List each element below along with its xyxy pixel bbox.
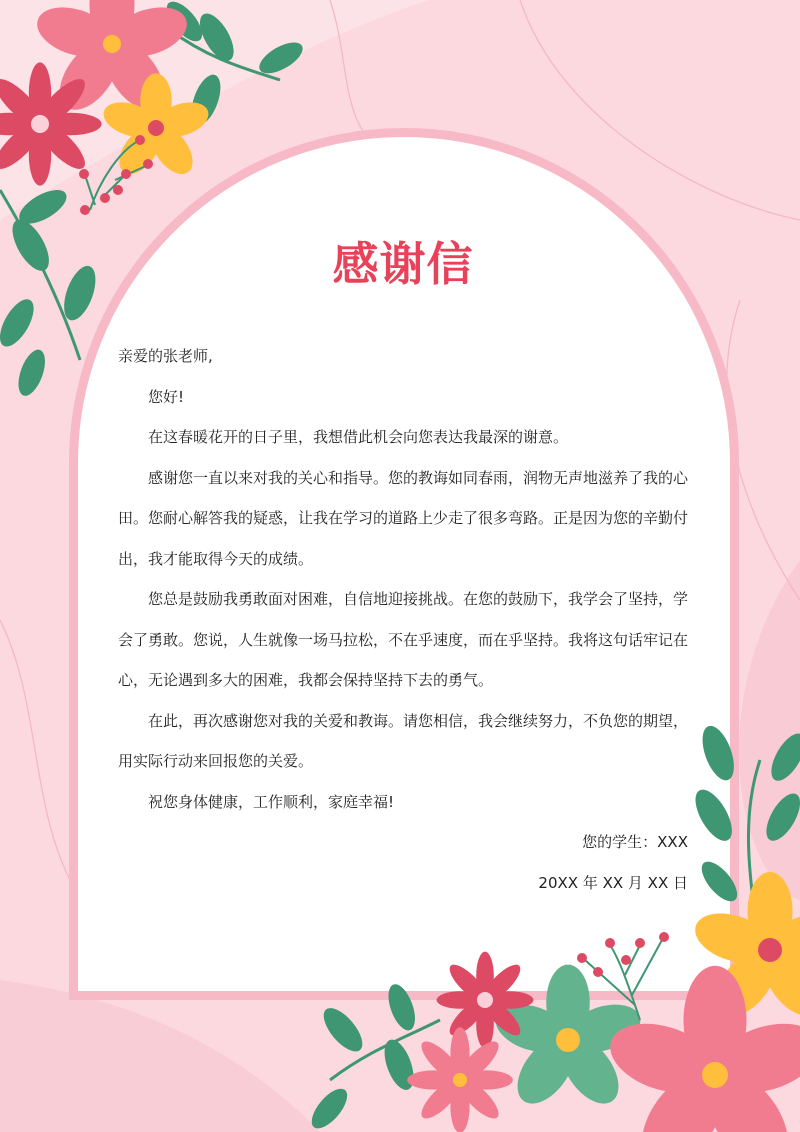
letter-title: 感谢信 — [332, 237, 474, 291]
letter-content — [118, 232, 688, 903]
letter-signature: 您的学生：XXX — [582, 833, 688, 851]
letter-paragraph: 您总是鼓励我勇敢面对困难，自信地迎接挑战。在您的鼓励下，我学会了坚持，学会了勇敢。您说，人生就像一场马拉松，不在乎速度，而在乎坚持。我将这句话牢记在心，无论遇到多大的困难，我都会保持坚持下去的勇气。 — [118, 590, 689, 689]
letter-paragraph: 感谢您一直以来对我的关心和指导。您的教诲如同春雨，润物无声地滋养了我的心田。您耐心解答我的疑惑，让我在学习的道路上少走了很多弯路。正是因为您的辛勤付出，我才能取得今天的成绩。 — [118, 468, 689, 568]
letter-paragraph: 在这春暖花开的日子里，我想借此机会向您表达我最深的谢意。 — [148, 428, 569, 446]
letter-paragraph: 在此，再次感谢您对我的关爱和教诲。请您相信，我会继续努力，不负您的期望，用实际行动来回报您的关爱。 — [118, 711, 689, 770]
letter-paragraph: 祝您身体健康，工作顺利，家庭幸福! — [148, 792, 395, 811]
letter-greeting: 亲爱的张老师, — [118, 347, 213, 365]
letter-date: 20XX 年 XX 月 XX 日 — [538, 873, 688, 892]
letter-paragraph: 您好! — [148, 387, 185, 406]
